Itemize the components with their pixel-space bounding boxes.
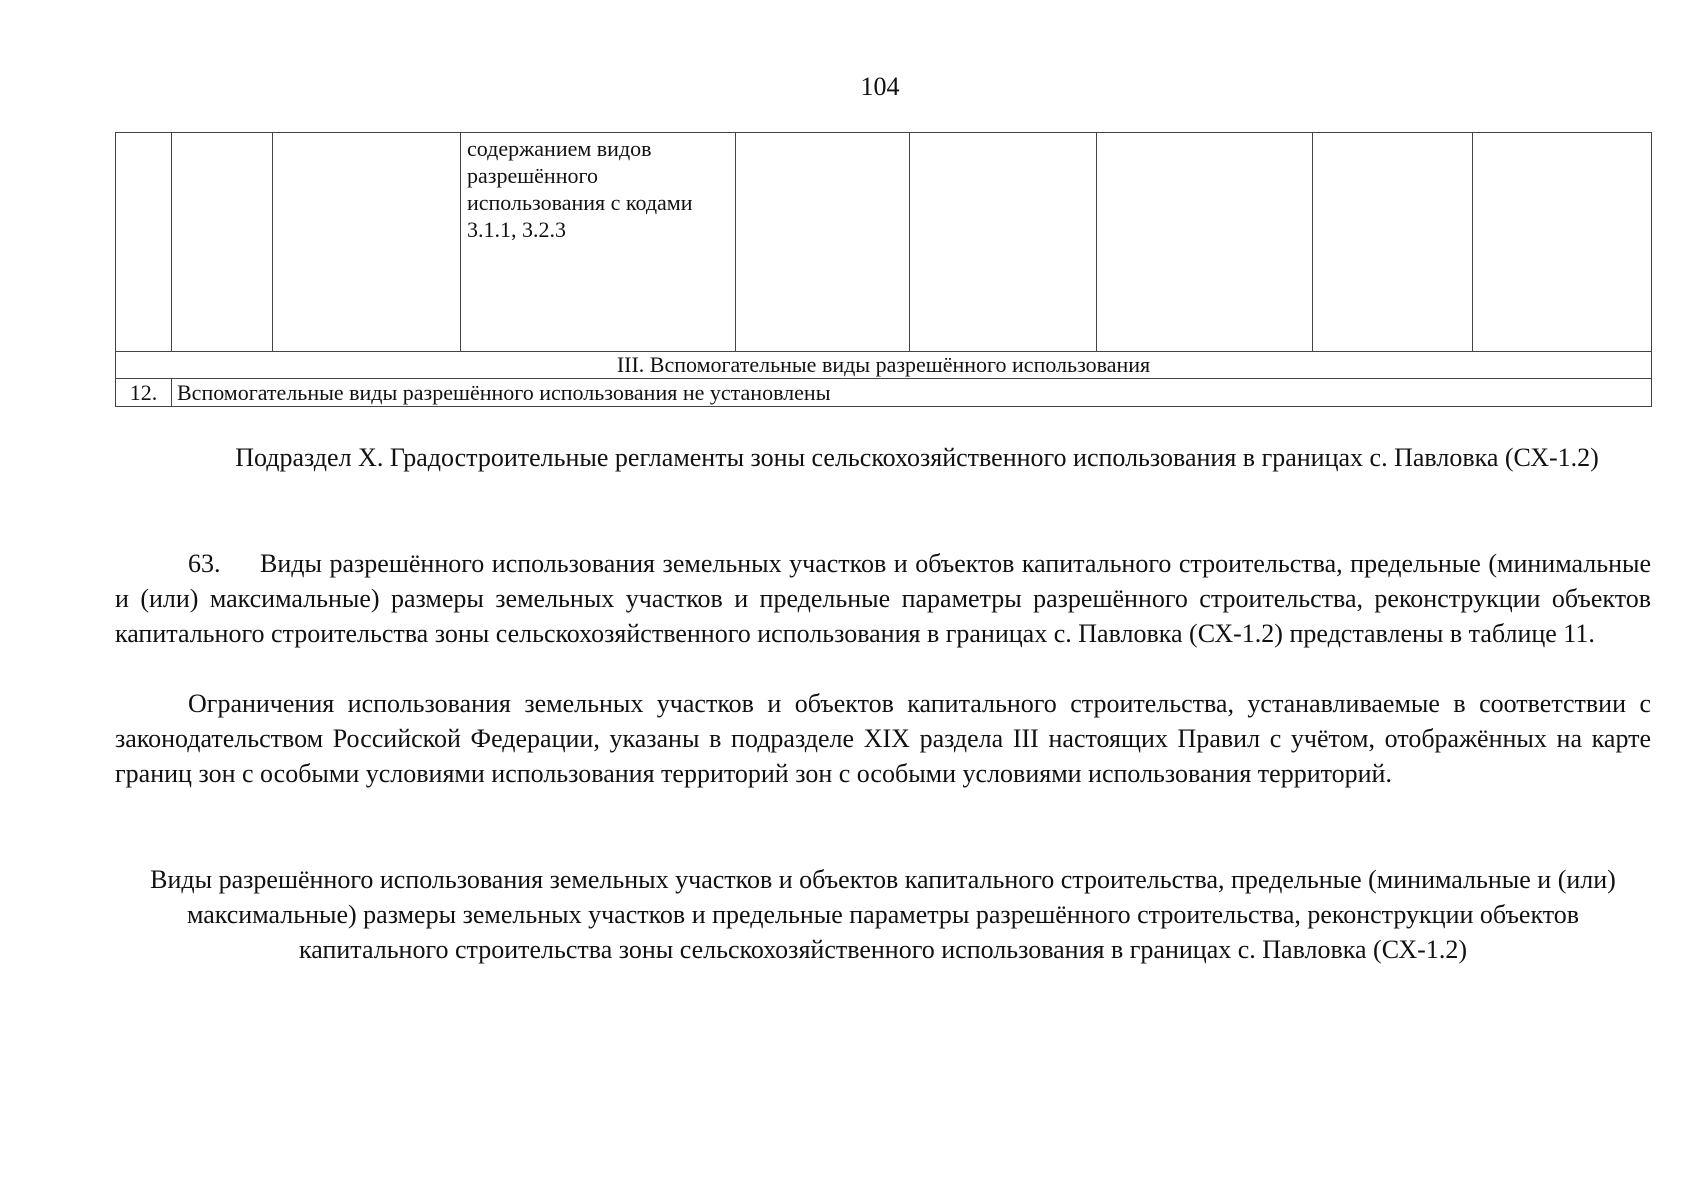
table-section-row: [116, 352, 1652, 379]
paragraph-63: [115, 546, 1651, 651]
table-cell: [1473, 133, 1652, 352]
table-cell: [910, 133, 1097, 352]
table-cell: [1097, 133, 1313, 352]
paragraph-number: 63.: [188, 549, 221, 578]
table-cell-description: содержанием видов разрешённого использования с кодами 3.1.1, 3.2.3: [461, 133, 736, 352]
table-row: [116, 379, 1652, 407]
section-heading: III. Вспомогательные виды разрешённого использования: [116, 352, 1652, 379]
table-cell: [1313, 133, 1473, 352]
table-cell: [736, 133, 910, 352]
subsection-title: Подраздел X. Градостроительные регламенты зоны сельскохозяйственного использования в границах с. Павловка (СХ-1.2): [235, 443, 1599, 472]
table-caption: Виды разрешённого использования земельных участков и объектов капитального строительства, предельные (минимальные и (или) максимальные) размеры земельных участков и предельные параметры разрешённого строительства, реконструкции объектов капитального строительства зоны сельскохозяйственного использования в границах с. Павловка (СХ-1.2): [150, 865, 1616, 964]
row-number: 12.: [116, 379, 172, 407]
table-row-continuation: [116, 133, 1652, 352]
regulations-table: [115, 132, 1652, 407]
paragraph-restrictions: Ограничения использования земельных участков и объектов капитального строительства, устанавливаемые в соответствии с законодательством Российской Федерации, указаны в подразделе XIX раздела III настоящих Правил с учётом, отображённых на карте границ зон с особыми условиями использования территорий зон с особыми условиями использования территорий.: [115, 689, 1651, 788]
paragraph-63-text: Виды разрешённого использования земельных участков и объектов капитального строительства, предельные (минимальные и (или) максимальные) размеры земельных участков и предельные параметры разрешённого строительства, реконструкции объектов капитального строительства зоны сельскохозяйственного использования в границах с. Павловка (СХ-1.2) представлены в таблице 11.: [115, 549, 1651, 648]
table-cell: [273, 133, 461, 352]
row-text: Вспомогательные виды разрешённого использования не установлены: [172, 379, 1652, 407]
table-cell: [116, 133, 172, 352]
page-number: 104: [860, 72, 900, 101]
table-cell: [172, 133, 273, 352]
